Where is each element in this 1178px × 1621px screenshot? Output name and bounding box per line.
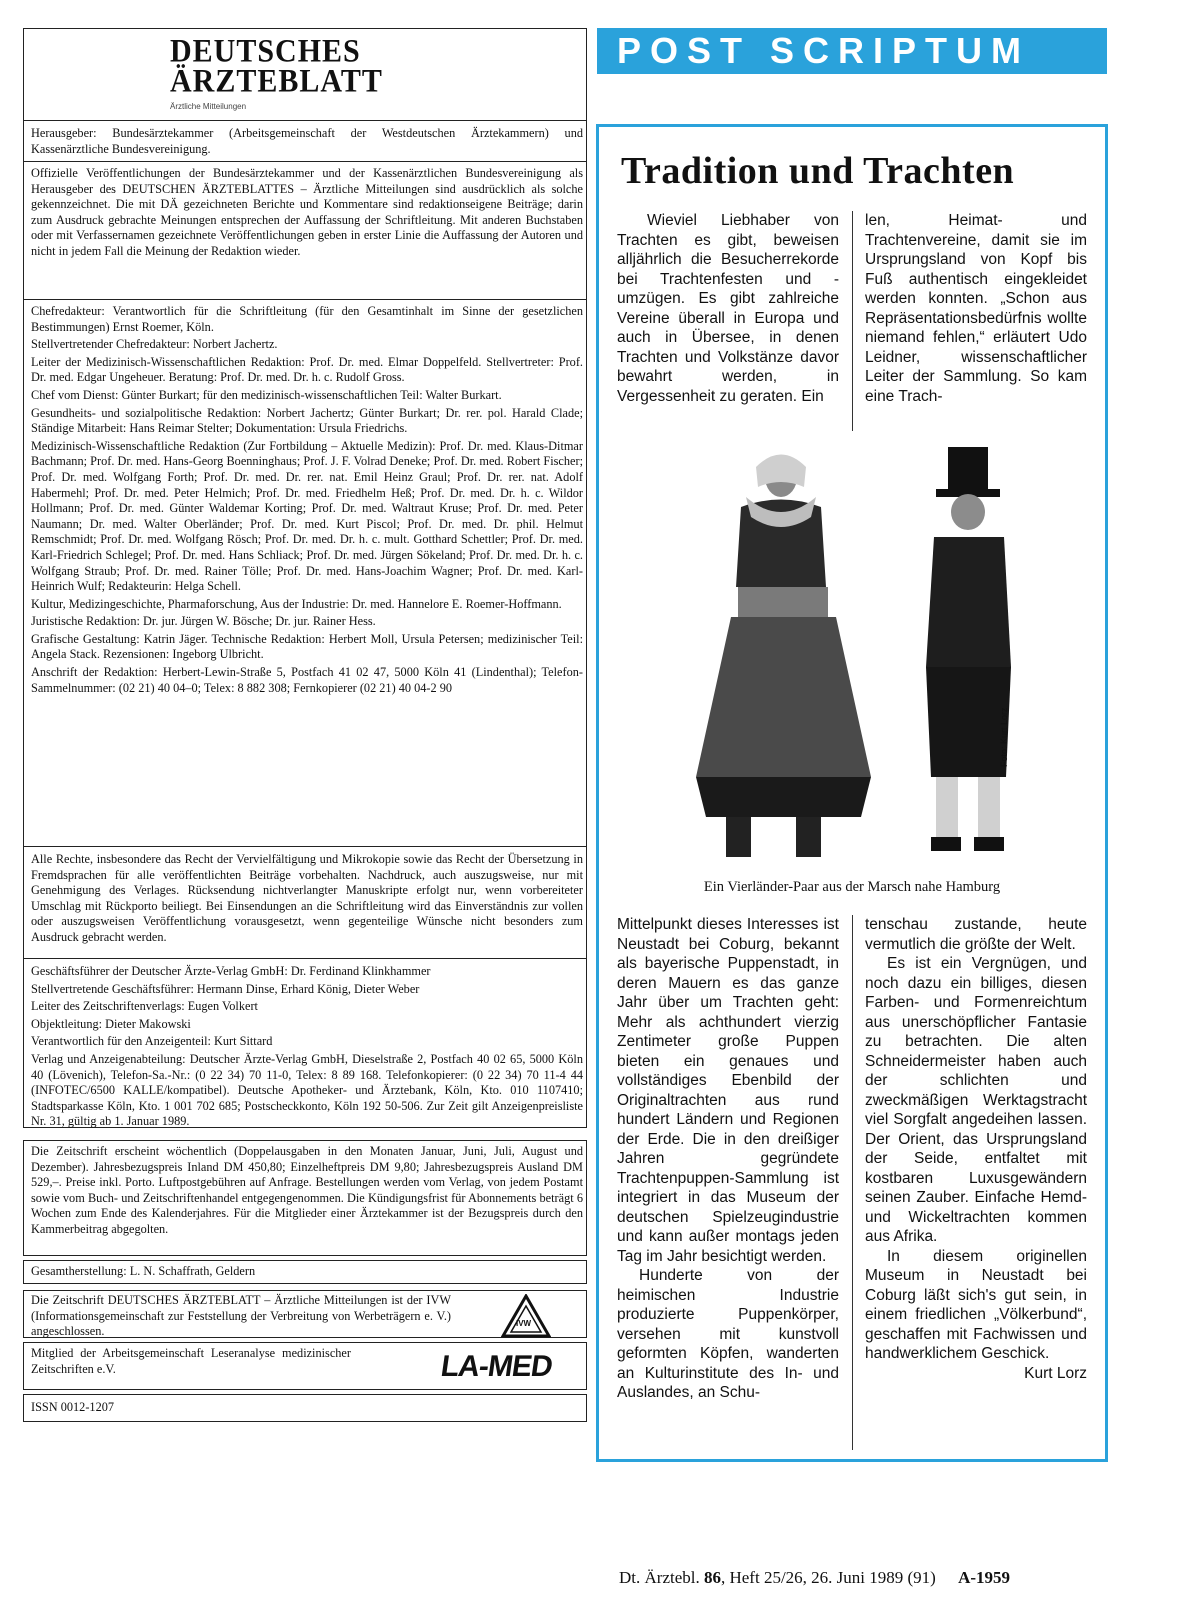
logo-line2: ÄRZTEBLATT <box>170 62 383 99</box>
costume-photo <box>686 437 1031 877</box>
page-footer <box>619 1568 1010 1588</box>
staff-medical-lead: Leiter der Medizinisch-Wissenschaftlichen Redaktion: Prof. Dr. med. Elmar Doppelfeld. Stellvertreter: Prof. Dr. med. Edgar Ungeheuer. Beratung: Prof. Dr. med. Dr. h. c. Rudolf Gross. <box>31 354 583 385</box>
staff-address: Anschrift der Redaktion: Herbert-Lewin-Straße 5, Postfach 41 02 47, 5000 Köln 41 (Lindenthal); Telefon-Sammelnummer: (02 21) 40 04–0; Telex: 8 882 308; Fernkopierer (02 21) 40 04-2 90 <box>31 665 583 695</box>
production-text: Gesamtherstellung: L. N. Schaffrath, Geldern <box>31 1264 256 1278</box>
col2-bottom-p3: In diesem originellen Museum in Neustadt bei Coburg läßt sich's gut sein, in einem friedlichen „Völkerbund“, geschaffen mit Fachwissen und handwerklichem Geschick. <box>865 1247 1087 1362</box>
subscription-text: Die Zeitschrift erscheint wöchentlich (Doppelausgaben in den Monaten Januar, Juni, Juli, August und Dezember). Jahresbezugspreis Inland DM 450,80; Einzelheftpreis DM 9,80; Jahresbezugspreis Ausland DM 529,–. Preise inkl. Porto. Luftpostgebühren auf Anfrage. Bestellungen werden vom Verlag, von jedem Postamt sowie vom Buch- und Zeitschriftenhandel entgegengenommen. Die Kündigungsfrist für Abonnements beträgt 6 Wochen zum Ende des Kalenderjahres. Für die Mitglieder einer Ärztekammer ist der Bezugspreis durch den Kammerbeitrag abgegolten. <box>31 1144 583 1236</box>
staff-medical-scientific: Medizinisch-Wissenschaftliche Redaktion (Zur Fortbildung – Aktuelle Medizin): Prof. Dr. med. Klaus-Ditmar Bachmann; Prof. Dr. med. Hans-Georg Boenninghaus; Prof. J. F. Volrad Deneke; Prof. Dr. med. Robert Fischer; Prof. Dr. med. Wolfgang Forth; Prof. Dr. med. Dr. rer. nat. Emil Heinz Graul; Prof. Dr. rer. nat. Adolf Habermehl; Prof. Dr. med. Peter Helmich; Prof. Dr. med. Friedhelm Heß; Prof. Dr. med. Dr. h. c. Wildor Hollmann; Prof. Dr. med. Günter Waldemar Korting; Prof. Dr. med. Waltraut Kruse; Prof. Dr. med. Peter Naumann; Dr. med. Walter Oberländer; Prof. Dr. med. Kurt Piscol; Prof. Dr. med. Dr. phil. Helmut Remschmidt; Prof. Dr. med. Wolfgang Rösch; Prof. Dr. med. Dr. h. c. mult. Gotthard Schettler; Prof. Dr. med. Karl-Friedrich Schlegel; Prof. Dr. med. Hans Schliack; Prof. Dr. med. Jürgen Sökeland; Prof. Dr. med. Dr. h. c. Wolfgang Straub; Prof. Dr. med. Rainer Tölle; Prof. Dr. med. Hans-Joachim Wagner; Prof. Dr. med. Karl-Heinrich Wulf; Redakteurin: Helga Schell. <box>31 438 583 594</box>
staff-deputy: Stellvertretender Chefredakteur: Norbert Jachertz. <box>31 337 278 352</box>
divider <box>23 299 587 300</box>
article-author: Kurt Lorz <box>1024 1364 1087 1382</box>
article-headline: Tradition und Trachten <box>621 150 1015 192</box>
publisher-deputies: Stellvertretende Geschäftsführer: Hermann Dinse, Erhard König, Dieter Weber <box>31 981 420 996</box>
article-col2-top <box>865 211 1087 406</box>
col1-top-text: Wieviel Liebhaber von Trachten es gibt, beweisen alljährlich die Besucherrekorde bei Trachtenfesten und -umzügen. Es gibt zahlreiche Vereine überall in Europa und auch in Übersee, in denen Trachten und Volkstänze davor bewahrt werden, in Vergessenheit zu geraten. Ein <box>617 212 839 405</box>
staff-duty: Chef vom Dienst: Günter Burkart; für den medizinisch-wissenschaftlichen Teil: Walter Burkart. <box>31 387 502 402</box>
staff-graphics: Grafische Gestaltung: Katrin Jäger. Technische Redaktion: Herbert Moll, Ursula Petersen; medizinischer Teil: Angela Stack. Rezensionen: Ingeborg Ulbricht. <box>31 631 583 662</box>
official-notice: Offizielle Veröffentlichungen der Bundesärztekammer und der Kassenärztlichen Bundesvereinigung als Herausgeber des DEUTSCHEN ÄRZTEBLATTES – Ärztliche Mitteilungen sind ausdrücklich als solche gekennzeichnet. Die mit DÄ gezeichneten Berichte und Kommentare sind redaktionseigene Beiträge; darin zum Ausdruck gebrachte Meinungen entsprechen der Auffassung der Schriftleitung. Mit anderen Buchstaben oder mit Verfassernamen gezeichnete Veröffentlichungen geben in erster Linie die Auffassung der Autoren und nicht in jedem Fall die Meinung der Redaktion wieder. <box>31 166 583 258</box>
publisher-ads: Verantwortlich für den Anzeigenteil: Kurt Sittard <box>31 1034 273 1049</box>
photo-credit: Foto: Kurt Lorz <box>999 707 1009 767</box>
article-col1-top <box>617 211 839 406</box>
rights-notice: Alle Rechte, insbesondere das Recht der Vervielfältigung und Mikrokopie sowie das Recht der Übersetzung in Fremdsprachen für alle veröffentlichten Beiträge vorbehalten. Nachdruck, auch auszugsweise, nur mit Genehmigung des Verlages. Rücksendung nichtverlangter Manuskripte erfolgt nur, wenn vorbereiteter Umschlag mit Rückporto beiliegt. Bei Einsendungen an die Schriftleitung wird das Einverständnis zur vollen oder auszugsweisen Veröffentlichung vorausgesetzt, wenn gegenteilige Wünsche nicht besonders zum Ausdruck gebracht werden. <box>31 852 583 944</box>
article-col1-bottom <box>617 915 839 1403</box>
divider <box>23 846 587 847</box>
publisher-text: Herausgeber: Bundesärztekammer (Arbeitsgemeinschaft der Westdeutschen Ärztekammern) und Kassenärztliche Bundesvereinigung. <box>31 126 583 156</box>
staff-health-policy: Gesundheits- und sozialpolitische Redaktion: Norbert Jachertz; Günter Burkart; Dr. rer. pol. Harald Clade; Ständige Mitarbeit: Hans Reimar Stelter; Dokumentation: Ursula Friedrichs. <box>31 405 583 436</box>
footer-issue: , Heft 25/26, 26. Juni 1989 (91) <box>720 1568 936 1587</box>
publisher-staff <box>31 964 583 1132</box>
banner-title: POST SCRIPTUM <box>617 30 1031 71</box>
logo-subtitle: Ärztliche Mitteilungen <box>170 102 247 111</box>
lamed-text: Mitglied der Arbeitsgemeinschaft Leseranalyse medizinischer Zeitschriften e.V. <box>31 1346 351 1376</box>
footer-page: A-1959 <box>958 1568 1011 1587</box>
staff-legal: Juristische Redaktion: Dr. jur. Jürgen W. Bösche; Dr. jur. Rainer Hess. <box>31 614 376 629</box>
col1-bottom-p1: Mittelpunkt dieses Interesses ist Neustadt bei Coburg, bekannt als bayerische Puppenstadt, in deren Mauern es das ganze Jahr über um Trachten geht: Mehr als achthundert vierzig Zentimeter große Puppen bieten ein genaues und vollständiges Ebenbild der Originaltrachten aus rund hundert Ländern und Regionen der Erde. Die in den dreißiger Jahren gegründete Trachtenpuppen-Sammlung ist integriert in das Museum der deutschen Spielzeugindustrie und kann außer montags jeden Tag im Jahr besichtigt werden. <box>617 916 839 1265</box>
publisher-object: Objektleitung: Dieter Makowski <box>31 1016 191 1031</box>
ivw-logo-text: IVW <box>516 1319 532 1328</box>
ivw-logo <box>501 1294 551 1343</box>
article-col2-bottom <box>865 915 1087 1383</box>
issn: ISSN 0012-1207 <box>31 1400 115 1414</box>
lamed-logo: LA-MED <box>438 1350 555 1383</box>
column-separator <box>852 915 853 1450</box>
divider <box>23 161 587 162</box>
col2-bottom-p1: tenschau zustande, heute vermutlich die größte der Welt. <box>865 916 1087 953</box>
divider <box>23 958 587 959</box>
col2-bottom-p2: Es ist ein Vergnügen, und noch dazu ein billiges, diesen Farben- und Formenreichtum aus unerschöpflicher Fantasie zu betrachten. Die alten Schneidermeister haben auch der schlichten und zweckmäßigen Werktagstracht viel Sorgfalt angedeihen lassen. Der Orient, das Ursprungsland der Seide, entfaltet mit kostbaren Luxusgewändern seinen Zauber. Einfache Hemd- und Wickeltrachten kommen aus Afrika. <box>865 955 1087 1245</box>
post-scriptum-banner <box>597 28 1107 74</box>
col1-bottom-p2: Hunderte von der heimischen Industrie produzierte Puppenkörper, versehen mit kunstvoll geformten Köpfen, wanderten an Kulturinstitute des In- und Auslandes, an Schu- <box>617 1267 839 1401</box>
masthead-column <box>23 28 589 1528</box>
photo-caption: Ein Vierländer-Paar aus der Marsch nahe Hamburg <box>703 879 1001 895</box>
footer-volume: 86 <box>703 1568 721 1587</box>
editorial-staff <box>31 304 583 698</box>
divider <box>23 120 587 121</box>
logo-line1: DEUTSCHES <box>170 32 361 69</box>
article-box <box>596 124 1108 1462</box>
publisher-address: Verlag und Anzeigenabteilung: Deutscher Ärzte-Verlag GmbH, Dieselstraße 2, Postfach 40 02 65, 5000 Köln 40 (Lövenich), Telefon-Sa.-Nr.: (0 22 34) 70 11-0, Telex: 8 89 168. Telefonkopierer: (0 22 34) 70 11-4 44 (INFOTEC/6500 KALLE/kompatibel). Deutsche Apotheker- und Ärztebank, Köln, Kto. 010 1107410; Stadtsparkasse Köln, Kto. 1 001 702 685; Postscheckkonto, Köln 192 50-506. Zur Zeit gilt Anzeigenpreisliste Nr. 31, gültig ab 1. Januar 1989. <box>31 1051 583 1129</box>
staff-chief: Chefredakteur: Verantwortlich für die Schriftleitung (für den Gesamtinhalt im Sinne der gesetzlichen Bestimmungen) Ernst Roemer, Köln. <box>31 304 583 334</box>
ivw-text: Die Zeitschrift DEUTSCHES ÄRZTEBLATT – Ärztliche Mitteilungen ist der IVW (Informationsgemeinschaft zur Feststellung der Verbreitung von Werbeträgern e. V.) angeschlossen. <box>31 1293 451 1339</box>
staff-culture: Kultur, Medizingeschichte, Pharmaforschung, Aus der Industrie: Dr. med. Hannelore E. Roemer-Hoffmann. <box>31 596 562 611</box>
col2-top-text: len, Heimat- und Trachtenvereine, damit sie im Ursprungsland von Kopf bis Fuß authentisch eingekleidet werden konnten. „Schon aus Repräsentationsbedürfnis wollte niemand fehlen,“ erläutert Udo Leidner, wissenschaftlicher Leiter der Sammlung. So kam eine Trach- <box>865 212 1087 405</box>
column-separator <box>852 211 853 431</box>
publisher-magazines: Leiter des Zeitschriftenverlags: Eugen Volkert <box>31 999 258 1014</box>
footer-journal: Dt. Ärztebl. <box>619 1568 700 1587</box>
publisher-ceo: Geschäftsführer der Deutscher Ärzte-Verlag GmbH: Dr. Ferdinand Klinkhammer <box>31 964 431 978</box>
